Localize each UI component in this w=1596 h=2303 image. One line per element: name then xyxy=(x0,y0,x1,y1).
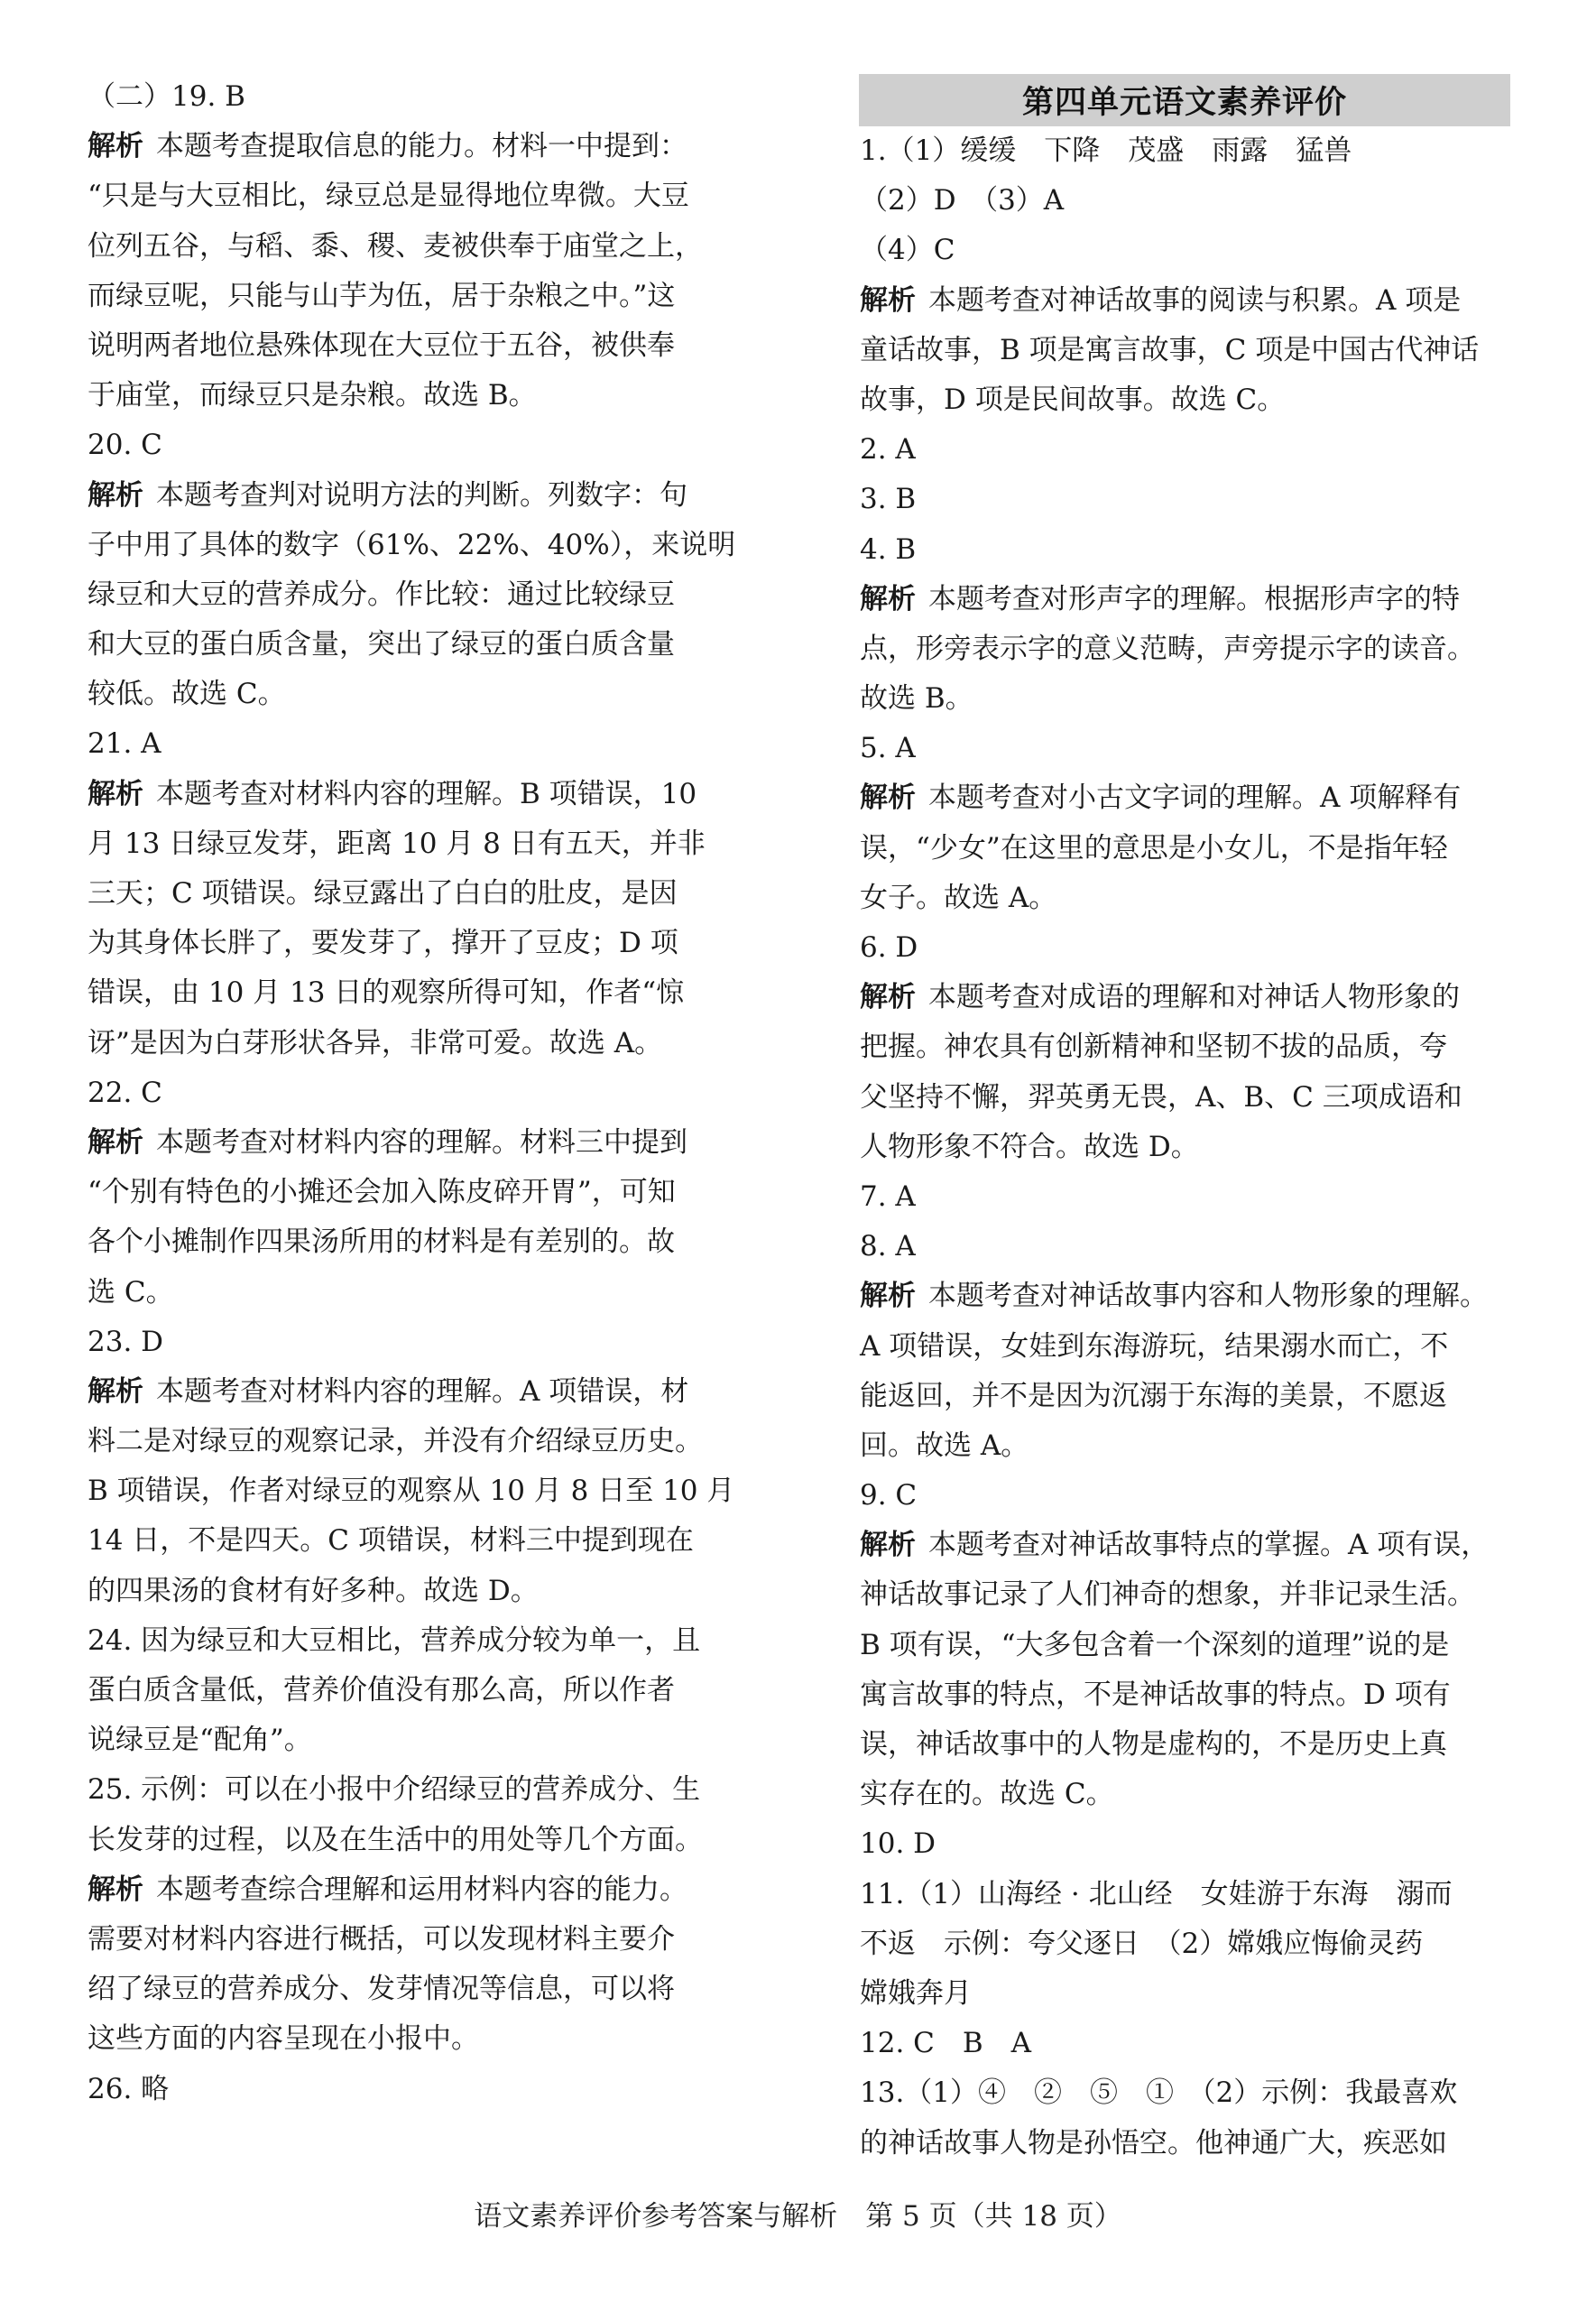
text-line xyxy=(88,1516,751,1566)
line-text: 故选 B。 xyxy=(860,682,973,716)
line-text: 月 13 日绿豆发芽，距离 10 月 8 日有五天，并非 xyxy=(88,827,706,860)
text-line xyxy=(88,719,751,769)
line-text: “只是与大豆相比，绿豆总是显得地位卑微。大豆 xyxy=(88,180,689,213)
text-line xyxy=(88,1168,751,1217)
text-line xyxy=(860,1471,1523,1521)
line-text: 26. 略 xyxy=(88,2072,170,2105)
text-line xyxy=(860,1521,1523,1570)
line-text: 说明两者地位悬殊体现在大豆位于五谷，被供奉 xyxy=(88,328,675,362)
line-text: 这些方面的内容呈现在小报中。 xyxy=(88,2022,479,2056)
text-line xyxy=(860,773,1523,823)
text-line xyxy=(860,724,1523,773)
line-text: 本题考查对形声字的理解。根据形声字的特 xyxy=(928,582,1460,615)
text-line xyxy=(88,471,751,521)
text-line xyxy=(88,1915,751,1965)
line-text: 父坚持不懈，羿英勇无畏，A、B、C 三项成语和 xyxy=(860,1080,1462,1114)
analysis-label: 解析 xyxy=(860,1529,916,1562)
line-text: 和大豆的蛋白质含量，突出了绿豆的蛋白质含量 xyxy=(88,628,675,661)
line-text: 25. 示例：可以在小报中介绍绿豆的营养成分、生 xyxy=(88,1773,701,1807)
line-text: 回。故选 A。 xyxy=(860,1429,1029,1462)
text-line xyxy=(860,624,1523,674)
line-text: 13.（1）④ ② ⑤ ① （2）示例：我最喜欢 xyxy=(860,2076,1458,2110)
text-line xyxy=(860,525,1523,575)
line-text: A 项错误，女娃到东海游玩，结果溺水而亡，不 xyxy=(860,1329,1449,1363)
line-text: 本题考查对神话故事内容和人物形象的理解。 xyxy=(928,1280,1488,1313)
line-text: B 项错误，作者对绿豆的观察从 10 月 8 日至 10 月 xyxy=(88,1475,735,1508)
line-text: 把握。神农具有创新精神和坚韧不拔的品质，夸 xyxy=(860,1031,1447,1064)
line-text: 错误，由 10 月 13 日的观察所得可知，作者“惊 xyxy=(88,976,685,1010)
line-text: 10. D xyxy=(860,1827,936,1861)
text-line xyxy=(860,1969,1523,2019)
line-text: 本题考查对成语的理解和对神话人物形象的 xyxy=(928,981,1460,1014)
analysis-label: 解析 xyxy=(860,1280,916,1313)
text-line xyxy=(860,973,1523,1022)
analysis-label: 解析 xyxy=(860,981,916,1014)
line-text: 绿豆和大豆的营养成分。作比较：通过比较绿豆 xyxy=(88,578,675,611)
text-line xyxy=(88,819,751,869)
line-text: 5. A xyxy=(860,732,916,765)
text-line xyxy=(860,276,1523,326)
text-line xyxy=(88,2014,751,2064)
text-line xyxy=(860,575,1523,624)
line-text: 说绿豆是“配角”。 xyxy=(88,1724,312,1757)
text-line xyxy=(88,570,751,620)
line-text: 14 日，不是四天。C 项错误，材料三中提到现在 xyxy=(88,1524,694,1558)
line-text: 能返回，并不是因为沉溺于东海的美景，不愿返 xyxy=(860,1379,1447,1412)
line-text: 点，形旁表示字的意义范畴，声旁提示字的读音。 xyxy=(860,632,1475,665)
line-text: 21. A xyxy=(88,727,161,761)
text-line xyxy=(860,1222,1523,1272)
line-text: 本题考查判对说明方法的判断。列数字：句 xyxy=(156,478,687,512)
text-line xyxy=(860,1073,1523,1123)
right-column xyxy=(860,126,1523,2169)
text-line xyxy=(860,226,1523,275)
left-column xyxy=(88,72,751,2114)
text-line xyxy=(88,1567,751,1616)
line-text: 人物形象不符合。故选 D。 xyxy=(860,1130,1199,1163)
analysis-label: 解析 xyxy=(860,283,916,317)
line-text: 11.（1）山海经 · 北山经 女娃游于东海 溺而 xyxy=(860,1877,1453,1910)
line-text: 三天；C 项错误。绿豆露出了白白的肚皮，是因 xyxy=(88,877,678,910)
line-text: 于庙堂，而绿豆只是杂粮。故选 B。 xyxy=(88,379,537,412)
line-text: 讶”是因为白芽形状各异，非常可爱。故选 A。 xyxy=(88,1026,663,1059)
text-line xyxy=(88,1865,751,1915)
analysis-label: 解析 xyxy=(88,130,143,163)
line-text: 长发芽的过程，以及在生活中的用处等几个方面。 xyxy=(88,1823,703,1856)
line-text: 12. C B A xyxy=(860,2027,1032,2060)
text-line xyxy=(860,2019,1523,2068)
text-line xyxy=(860,1022,1523,1072)
line-text: 为其身体长胖了，要发芽了，撑开了豆皮；D 项 xyxy=(88,927,678,960)
line-text: 本题考查对神话故事特点的掌握。A 项有误， xyxy=(928,1529,1490,1562)
text-line xyxy=(860,1670,1523,1720)
text-line xyxy=(860,874,1523,923)
unit-heading-text: 第四单元语文素养评价 xyxy=(1021,85,1347,121)
line-text: 3. B xyxy=(860,483,917,516)
text-line xyxy=(88,321,751,371)
line-text: 寓言故事的特点，不是神话故事的特点。D 项有 xyxy=(860,1678,1451,1711)
text-line xyxy=(88,1268,751,1318)
line-text: 实存在的。故选 C。 xyxy=(860,1778,1114,1811)
text-line xyxy=(860,1770,1523,1819)
text-line xyxy=(88,1716,751,1765)
text-line xyxy=(88,371,751,421)
text-line xyxy=(88,272,751,321)
line-text: 绍了绿豆的营养成分、发芽情况等信息，可以将 xyxy=(88,1973,675,2006)
line-text: 本题考查提取信息的能力。材料一中提到： xyxy=(156,130,687,163)
text-line xyxy=(88,1318,751,1367)
text-line xyxy=(88,222,751,272)
line-text: 9. C xyxy=(860,1479,918,1512)
line-text: 本题考查对神话故事的阅读与积累。A 项是 xyxy=(928,283,1462,317)
line-text: 本题考查综合理解和运用材料内容的能力。 xyxy=(156,1873,687,1906)
text-line xyxy=(860,1322,1523,1372)
line-text: 需要对材料内容进行概括，可以发现材料主要介 xyxy=(88,1922,675,1956)
line-text: 23. D xyxy=(88,1325,164,1358)
text-line xyxy=(88,1466,751,1516)
unit-heading xyxy=(859,74,1510,126)
text-line xyxy=(860,674,1523,724)
line-text: 嫦娥奔月 xyxy=(860,1976,972,2010)
line-text: 不返 示例：夸父逐日 （2）嫦娥应悔偷灵药 xyxy=(860,1927,1424,1960)
text-line xyxy=(860,2119,1523,2169)
text-line xyxy=(860,326,1523,375)
line-text: （二）19. B xyxy=(88,80,245,113)
line-text: 8. A xyxy=(860,1230,916,1263)
line-text: 子中用了具体的数字（61%、22%、40%），来说明 xyxy=(88,528,736,561)
line-text: B 项有误，“大多包含着一个深刻的道理”说的是 xyxy=(860,1628,1450,1661)
text-line xyxy=(88,1965,751,2014)
text-line xyxy=(88,1816,751,1865)
text-line xyxy=(860,923,1523,973)
line-text: 7. A xyxy=(860,1179,916,1213)
analysis-label: 解析 xyxy=(88,478,143,512)
text-line xyxy=(88,1765,751,1815)
text-line xyxy=(860,1372,1523,1421)
text-line xyxy=(860,1570,1523,1620)
line-text: 2. A xyxy=(860,433,916,467)
line-text: 误，神话故事中的人物是虚构的，不是历史上真 xyxy=(860,1728,1447,1761)
text-line xyxy=(88,869,751,919)
text-line xyxy=(88,521,751,570)
text-line xyxy=(860,1819,1523,1869)
line-text: 选 C。 xyxy=(88,1275,174,1309)
analysis-label: 解析 xyxy=(88,1374,143,1408)
line-text: 6. D xyxy=(860,931,918,964)
text-line xyxy=(860,1272,1523,1321)
line-text: 24. 因为绿豆和大豆相比，营养成分较为单一，且 xyxy=(88,1623,701,1657)
line-text: （2）D （3）A xyxy=(860,184,1065,217)
line-text: 的神话故事人物是孙悟空。他神通广大，疾恶如 xyxy=(860,2126,1447,2160)
line-text: 童话故事，B 项是寓言故事，C 项是中国古代神话 xyxy=(860,333,1480,366)
text-line xyxy=(860,375,1523,425)
text-line xyxy=(88,1417,751,1466)
text-line xyxy=(88,1666,751,1716)
analysis-label: 解析 xyxy=(88,1873,143,1906)
line-text: 1.（1）缓缓 下降 茂盛 雨露 猛兽 xyxy=(860,134,1352,167)
text-line xyxy=(860,824,1523,874)
line-text: （4）C xyxy=(860,234,955,267)
text-line xyxy=(88,1367,751,1417)
line-text: 蛋白质含量低，营养价值没有那么高，所以作者 xyxy=(88,1674,675,1706)
text-line xyxy=(860,2068,1523,2118)
line-text: 各个小摊制作四果汤所用的材料是有差别的。故 xyxy=(88,1225,675,1259)
text-line xyxy=(88,770,751,819)
text-line xyxy=(88,1019,751,1068)
analysis-label: 解析 xyxy=(88,777,143,810)
text-line xyxy=(860,176,1523,226)
text-line xyxy=(860,425,1523,475)
text-line xyxy=(88,968,751,1018)
text-line xyxy=(860,126,1523,176)
line-text: 4. B xyxy=(860,532,917,566)
line-text: 较低。故选 C。 xyxy=(88,678,286,711)
line-text: 本题考查对材料内容的理解。B 项错误，10 xyxy=(156,777,697,810)
line-text: 本题考查对材料内容的理解。A 项错误，材 xyxy=(156,1374,689,1408)
text-line xyxy=(860,1123,1523,1172)
text-line xyxy=(88,1118,751,1168)
line-text: 神话故事记录了人们神奇的想象，并非记录生活。 xyxy=(860,1578,1475,1612)
text-line xyxy=(860,1621,1523,1670)
line-text: “个别有特色的小摊还会加入陈皮碎开胃”，可知 xyxy=(88,1176,676,1209)
line-text: 位列五谷，与稻、黍、稷、麦被供奉于庙堂之上， xyxy=(88,229,703,263)
line-text: 料二是对绿豆的观察记录，并没有介绍绿豆历史。 xyxy=(88,1425,703,1458)
text-line xyxy=(860,1870,1523,1919)
text-line xyxy=(88,1068,751,1118)
line-text: 本题考查对小古文字词的理解。A 项解释有 xyxy=(928,782,1462,815)
line-text: 女子。故选 A。 xyxy=(860,881,1057,914)
line-text: 而绿豆呢，只能与山芋为伍，居于杂粮之中。”这 xyxy=(88,279,676,312)
text-line xyxy=(88,620,751,670)
text-line xyxy=(860,475,1523,524)
text-line xyxy=(88,2065,751,2114)
text-line xyxy=(860,1919,1523,1969)
analysis-label: 解析 xyxy=(860,782,916,815)
text-line xyxy=(860,1172,1523,1222)
analysis-label: 解析 xyxy=(88,1125,143,1159)
text-line xyxy=(88,72,751,122)
text-line xyxy=(88,919,751,968)
line-text: 故事，D 项是民间故事。故选 C。 xyxy=(860,383,1286,416)
text-line xyxy=(88,421,751,470)
text-line xyxy=(88,670,751,719)
text-line xyxy=(860,1421,1523,1471)
text-line xyxy=(88,171,751,221)
page-footer: 语文素养评价参考答案与解析 第 5 页（共 18 页） xyxy=(474,2200,1122,2233)
text-line xyxy=(860,1720,1523,1770)
line-text: 22. C xyxy=(88,1076,162,1109)
text-line xyxy=(88,122,751,171)
line-text: 20. C xyxy=(88,429,162,462)
text-line xyxy=(88,1217,751,1267)
analysis-label: 解析 xyxy=(860,582,916,615)
line-text: 的四果汤的食材有好多种。故选 D。 xyxy=(88,1574,539,1607)
line-text: 本题考查对材料内容的理解。材料三中提到 xyxy=(156,1125,687,1159)
text-line xyxy=(88,1616,751,1666)
line-text: 误，“少女”在这里的意思是小女儿，不是指年轻 xyxy=(860,831,1448,865)
